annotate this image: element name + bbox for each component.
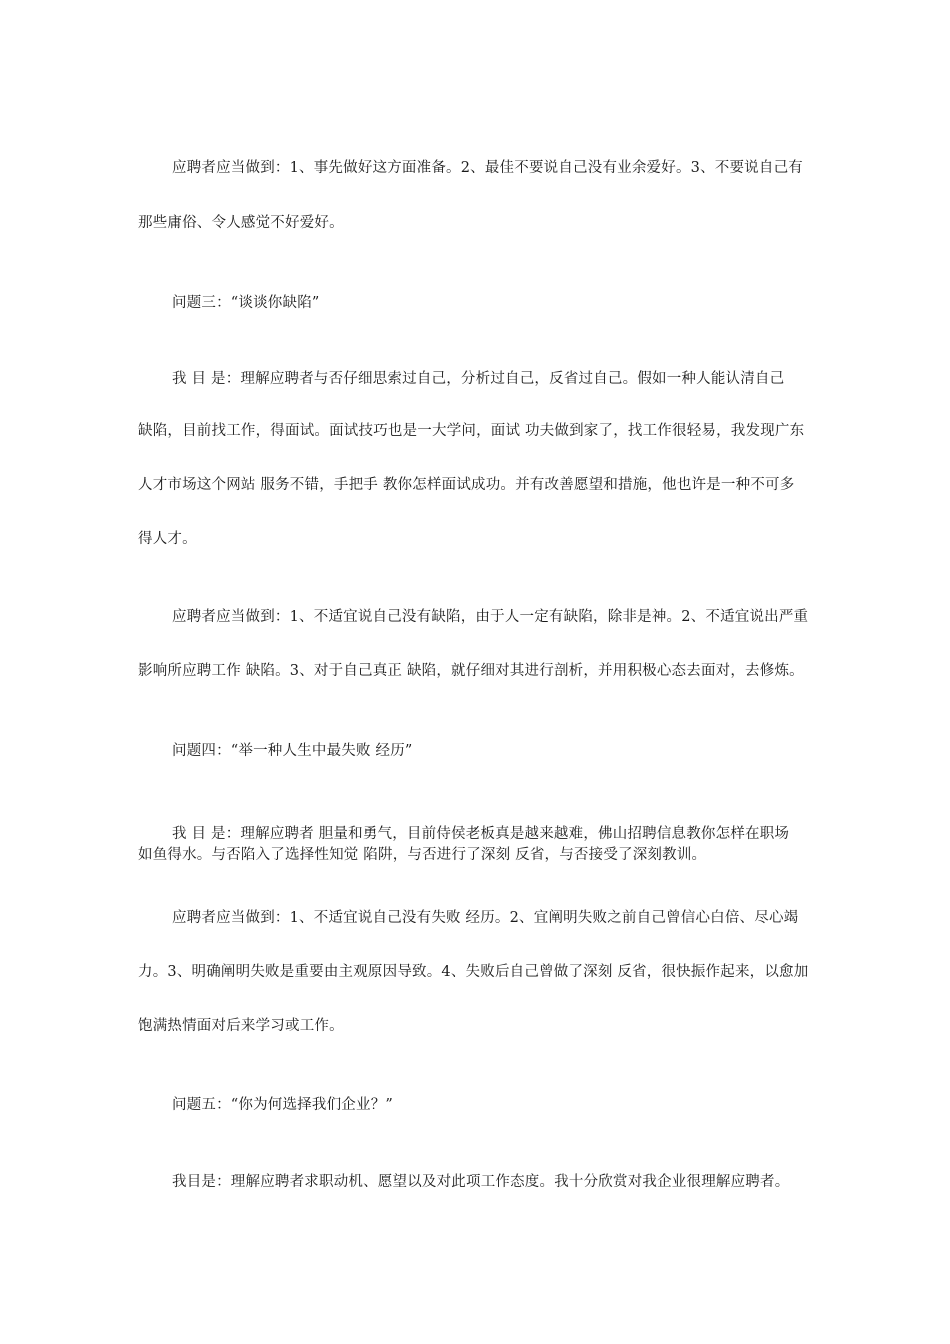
paragraph-line: 那些庸俗、令人感觉不好爱好。 xyxy=(138,215,344,231)
paragraph-line: 缺陷，目前找工作，得面试。面试技巧也是一大学问，面试 功夫做到家了，找工作很轻易，我发现广东 xyxy=(138,423,805,439)
section-heading: 问题五：“你为何选择我们企业？” xyxy=(172,1097,394,1113)
paragraph-line: 我 目 是：理解应聘者与否仔细思索过自己，分析过自己，反省过自己。假如一种人能认清自己 xyxy=(172,371,785,387)
paragraph-line: 饱满热情面对后来学习或工作。 xyxy=(138,1018,344,1034)
paragraph-line: 力。3、明确阐明失败是重要由主观原因导致。4、失败后自己曾做了深刻 反省，很快振作起来，以愈加 xyxy=(138,964,809,980)
section-heading: 问题三：“谈谈你缺陷” xyxy=(172,295,320,311)
paragraph-line: 人才市场这个网站 服务不错，手把手 教你怎样面试成功。并有改善愿望和措施，他也许是一种不可多 xyxy=(138,477,795,493)
paragraph-line: 应聘者应当做到：1、不适宜说自己没有失败 经历。2、宜阐明失败之前自己曾信心白倍、尽心竭 xyxy=(172,910,799,926)
paragraph-line: 应聘者应当做到：1、不适宜说自己没有缺陷，由于人一定有缺陷，除非是神。2、不适宜说出严重 xyxy=(172,609,809,625)
section-heading: 问题四：“举一种人生中最失败 经历” xyxy=(172,743,413,759)
paragraph-line: 我目是：理解应聘者求职动机、愿望以及对此项工作态度。我十分欣赏对我企业很理解应聘者。 xyxy=(172,1174,790,1190)
paragraph-line: 我 目 是：理解应聘者 胆量和勇气，目前侍侯老板真是越来越难，佛山招聘信息教你怎样在职场 xyxy=(172,826,790,842)
paragraph-line: 影响所应聘工作 缺陷。3、对于自己真正 缺陷，就仔细对其进行剖析，并用积极心态去面对，去修炼。 xyxy=(138,663,804,679)
paragraph-line: 如鱼得水。与否陷入了选择性知觉 陷阱，与否进行了深刻 反省，与否接受了深刻教训。 xyxy=(138,847,707,863)
paragraph-line: 应聘者应当做到：1、事先做好这方面准备。2、最佳不要说自己没有业余爱好。3、不要说自己有 xyxy=(172,160,803,176)
paragraph-line: 得人才。 xyxy=(138,531,197,547)
